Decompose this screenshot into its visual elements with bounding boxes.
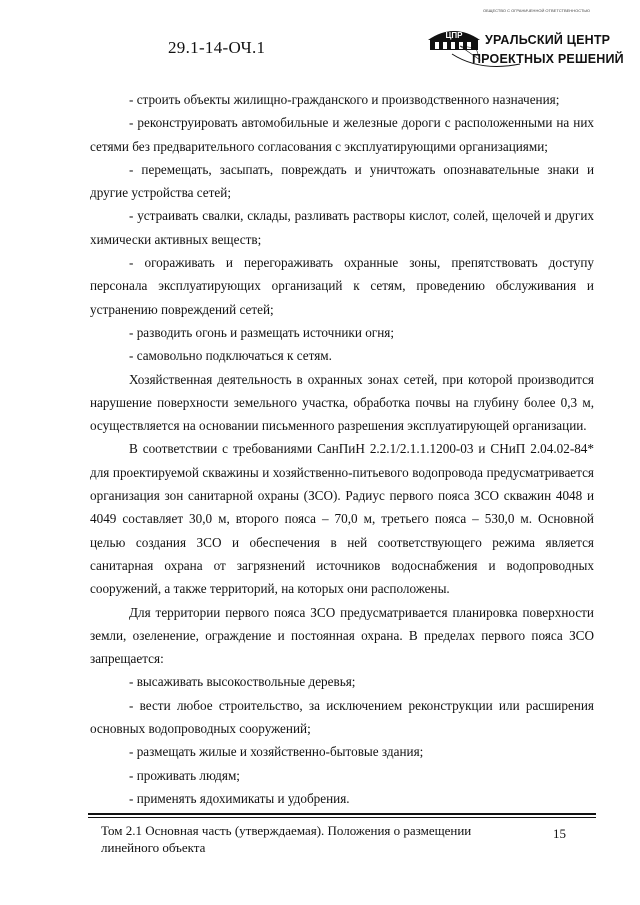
paragraph: - разводить огонь и размещать источники огня; [129,324,394,340]
logo-line-2: ПРОЕКТНЫХ РЕШЕНИЙ [472,52,624,66]
paragraph: - размещать жилые и хозяйственно-бытовые здания; [129,744,424,760]
svg-text:ЦПР: ЦПР [445,31,463,40]
paragraph: - самовольно подключаться к сетям. [129,348,332,364]
paragraph: - реконструировать автомобильные и железные дороги с расположенными на них сетями без предварительного согласования с эксплуатирующими организациями; [90,115,594,154]
footer-title: Том 2.1 Основная часть (утверждаемая). Положения о размещении линейного объекта [101,823,472,855]
paragraph: - строить объекты жилищно-гражданского и производственного назначения; [129,92,560,107]
page-number: 15 [553,826,566,841]
paragraph: Для территории первого пояса ЗСО предусматривается планировка поверхности земли, озеленение, ограждение и постоянная охрана. В пределах первого пояса ЗСО запрещается: [90,604,594,667]
document-body [90,88,594,810]
logo-line-1: УРАЛЬСКИЙ ЦЕНТР [485,33,611,47]
paragraph: - вести любое строительство, за исключением реконструкции или расширения основных водопроводных сооружений; [90,697,594,737]
paragraph: - устраивать свалки, склады, разливать растворы кислот, солей, щелочей и других химически активных веществ; [90,208,594,247]
footer-rule-thin [88,817,596,818]
paragraph: - перемещать, засыпать, повреждать и уничтожать опознавательные знаки и другие устройства сетей; [90,161,594,201]
paragraph: - проживать людям; [129,767,240,783]
paragraph: - применять ядохимикаты и удобрения. [129,790,350,806]
document-code: 29.1-14-ОЧ.1 [168,38,266,57]
paragraph: - высаживать высокоствольные деревья; [129,674,356,690]
logo-small-caption: ОБЩЕСТВО С ОГРАНИЧЕННОЙ ОТВЕТСТВЕННОСТЬЮ [483,8,591,13]
footer-rule [88,813,596,815]
paragraph: В соответствии с требованиями СанПиН 2.2.1/2.1.1.1200-03 и СНиП 2.04.02-84* для проектируемой скважины и хозяйственно-питьевого водопровода предусматривается организация зон санитарной охраны (ЗСО). Радиус первого пояса ЗСО скважин 4048 и 4049 составляет 30,0 м, второго пояса – 70,0 м, третьего пояса – 530,0 м. Основной целью создания ЗСО и обеспечения в ней соответствующего режима является санитарная охрана от загрязнений источников водоснабжения и водопроводных сооружений, а также территорий, на которых они расположены. [90,441,594,597]
paragraph: - огораживать и перегораживать охранные зоны, препятствовать доступу персонала эксплуатирующих организаций к сетям, проведению обслуживания и устранению повреждений сетей; [90,255,594,317]
paragraph: Хозяйственная деятельность в охранных зонах сетей, при которой производится нарушение поверхности земельного участка, обработка почвы на глубину более 0,3 м, осуществляется на основании письменного разрешения эксплуатирующей организации. [90,371,594,434]
